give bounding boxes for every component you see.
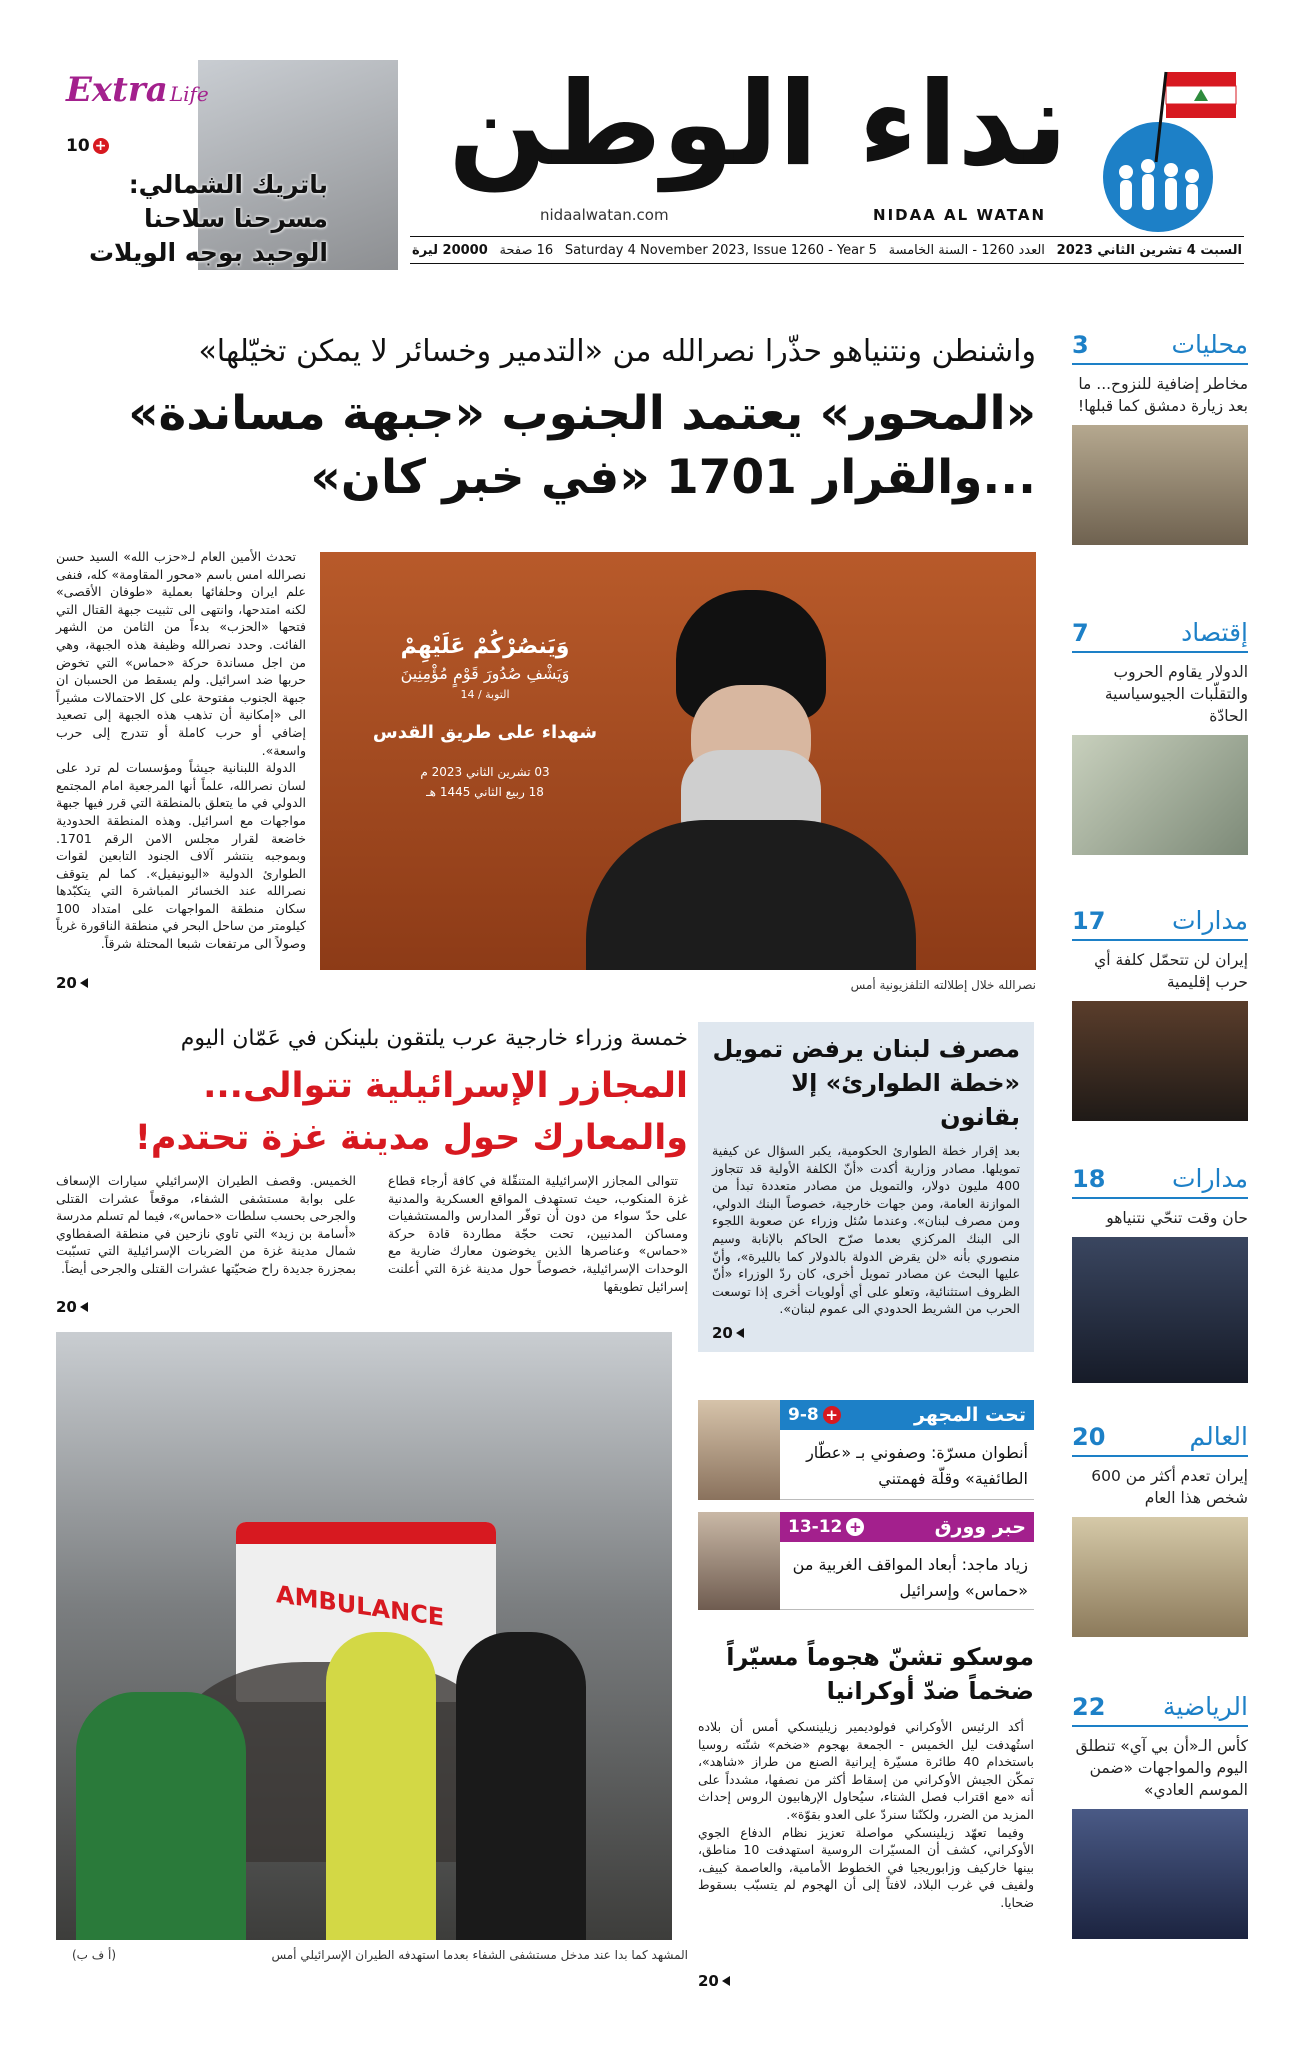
sidebar-photo (1072, 1237, 1248, 1383)
masthead-website[interactable]: nidaalwatan.com (540, 206, 669, 224)
section-page: 22 (1072, 1693, 1106, 1721)
masthead-latin-name: NIDAA AL WATAN (873, 206, 1046, 224)
masthead (0, 0, 1304, 280)
sidebar-photo (1072, 1517, 1248, 1637)
arrow-icon (80, 1302, 88, 1312)
page-count: 16 صفحة (499, 242, 554, 258)
screen-text: وَيَنصُرْكُمْ عَلَيْهِمْ وَيَشْفِ صُدُورَ قَوْمٍ مُؤْمِنِينَ التوبة / 14 شهداء على طريق القدس 03 تشرين الثاني 2023 م 18 ربيع الثاني 1445 هـ (372, 634, 598, 799)
sidebar-headline: حان وقت تنحّي نتنياهو (1106, 1209, 1248, 1227)
moscow-story[interactable] (698, 1640, 1034, 1990)
section-label: مدارات (1171, 1164, 1248, 1193)
lead-story[interactable] (56, 330, 1036, 1000)
tahtal-label: تحت المجهر (914, 1404, 1026, 1426)
hibr-label-bar (780, 1512, 1034, 1542)
moscow-headline: موسكو تشنّ هجوماً مسيّراً ضخماً ضدّ أوكرانيا (726, 1643, 1034, 1705)
section-label: محليات (1171, 330, 1248, 359)
moscow-page-ref[interactable]: 20 (698, 1972, 730, 1990)
bank-headline: مصرف لبنان يرفض تمويل «خطة الطوارئ» إلا بقانون (712, 1035, 1020, 1131)
section-label: العالم (1189, 1422, 1248, 1451)
ambulance: AMBULANCE (236, 1522, 496, 1702)
section-page: 18 (1072, 1165, 1106, 1193)
sidebar-item-madarat-2[interactable] (1072, 1164, 1248, 1383)
section-page: 7 (1072, 619, 1089, 647)
gaza-headline: المجازر الإسرائيلية تتوالى... والمعارك حول مدينة غزة تحتدم! (134, 1066, 688, 1158)
gaza-story[interactable] (56, 1022, 688, 1982)
lead-kicker: واشنطن ونتنياهو حذّرا نصرالله من «التدمير وخسائر لا يمكن تخيّلها» (198, 334, 1036, 369)
section-page: 3 (1072, 331, 1089, 359)
gaza-photo (56, 1332, 672, 1940)
plus-icon: + (823, 1406, 841, 1424)
extra-brand: Extra Life (66, 70, 209, 110)
hibr-photo (698, 1512, 780, 1610)
arrow-icon (80, 978, 88, 988)
section-page: 17 (1072, 907, 1106, 935)
gaza-kicker: خمسة وزراء خارجية عرب يلتقون بلينكن في عَمّان اليوم (180, 1026, 688, 1051)
masthead-title: نداء الوطن (448, 57, 1068, 192)
tahtal-box[interactable] (698, 1400, 1034, 1500)
sidebar-headline: كأس الـ«أن بي آي» تنطلق اليوم والمواجهات «ضمن الموسم العادي» (1075, 1737, 1248, 1799)
sidebar-headline: الدولار يقاوم الحروب والتقلّبات الجيوسياسية الحادّة (1104, 663, 1248, 725)
price: 20000 ليرة (412, 242, 488, 258)
sidebar-item-local[interactable] (1072, 330, 1248, 545)
date-line: السبت 4 تشرين الثاني 2023 (1056, 242, 1242, 258)
sidebar-item-madarat-1[interactable] (1072, 906, 1248, 1121)
moscow-paragraph: أكد الرئيس الأوكراني فولوديمير زيلينسكي أمس أن بلاده استُهدفت ليل الخميس - الجمعة بهجوم «ضخم» شنّته روسيا باستخدام 40 طائرة مسيّرة إيرانية الصنع من طراز «شاهد»، تمكّن الجيش الأوكراني من إسقاط أكثر من نصفها، مشدداً على أنه «مع اقتراب فصل الشتاء، سيُحاول الإرهابيون الروس إحداث المزيد من الضرر، ولكنّنا سنردّ على العدو بقوّة». (698, 1719, 1034, 1822)
plus-icon: + (846, 1518, 864, 1536)
sidebar (1072, 330, 1248, 1990)
sidebar-headline: إيران تعدم أكثر من 600 شخص هذا العام (1091, 1467, 1248, 1507)
rescuer-figure (326, 1632, 436, 1940)
gaza-col-2: الخميس. وقصف الطيران الإسرائيلي سيارات الإسعاف على بوابة مستشفى الشفاء، موقعاً عشرات القتلى والجرحى بحسب سلطات «حماس»، فيما لم تسلم مدرسة «أسامة بن زيد» التي تاوي نازحين في منطقة الصفطاوي شمال مدينة غزة من الضربات الإسرائيلية التي تسبّبت بمجزرة جديدة راح ضحيّتها عشرات القتلى والجرحى أيضاً. (56, 1173, 356, 1276)
bank-story[interactable] (698, 1022, 1034, 1352)
sidebar-photo (1072, 735, 1248, 855)
issue-ar: العدد 1260 - السنة الخامسة (888, 242, 1045, 258)
hibr-label: حبر وورق (934, 1516, 1026, 1538)
lead-paragraph: تحدث الأمين العام لـ«حزب الله» السيد حسن نصرالله امس باسم «محور المقاومة» كله، فنفى علم ايران وحلفائها بعملية «طوفان الأقصى» لكنه امتدحها، وانتهى الى تثبيت جبهة القتال التي فتحها «الحزب» بدءاً من الثامن من الشهر الفائت. وحدد نصرالله وظيفة هذه الجبهة، وهي من اجل مساندة حركة «حماس» التي تخوض حربها ضد اسرائيل. ولم يسقط من الحسبان ان جبهة الجنوب مفتوحة على كل الاحتمالات مشيراً الى «إمكانية أن تذهب هذه الجبهة إلى تصعيد إضافي أو حرب كاملة أو تتدرج إلى حرب واسعة». (56, 549, 306, 758)
gaza-photo-caption: المشهد كما بدا عند مدخل مستشفى الشفاء بعدما استهدفه الطيران الإسرائيلي أمس (أ ف ب) (72, 1948, 688, 1962)
tahtal-pages: 9-8 + (788, 1405, 841, 1425)
tahtal-label-bar (780, 1400, 1034, 1430)
lead-photo-caption: نصرالله خلال إطلالته التلفزيونية أمس (850, 978, 1036, 992)
lead-body (56, 548, 306, 953)
lead-page-ref[interactable]: 20 (56, 974, 88, 992)
lead-paragraph: الدولة اللبنانية جيشاً ومؤسسات لم ترد على لسان نصرالله، علماً أنها المرجعية امام المجتمع الدولي في ما يتعلق بالمنطقة التي قرر فيها جبهة مواجهات مع اسرائيل. وهذه المنطقة الحدودية خاضعة لقرار مجلس الامن الرقم 1701. وبموجبه ينتشر آلاف الجنود التابعين لقوات الطوارئ الدولية «اليونيفيل». كما لم يتوقف نصرالله عند الخسائر المباشرة التي يتكبّدها سكان منطقة المواجهات على امتداد 100 كيلومتر من ساحل البحر في منطقة الناقورة غرباً وصولاً الى مرتفعات شبعا المحتلة شرقاً. (56, 760, 306, 952)
section-page: 20 (1072, 1423, 1106, 1451)
paramedic-figure (76, 1692, 246, 1940)
sidebar-headline: مخاطر إضافية للنزوح... ما بعد زيارة دمشق كما قبلها! (1077, 375, 1248, 415)
arrow-icon (722, 1976, 730, 1986)
bank-body: بعد إقرار خطة الطوارئ الحكومية، يكبر السؤال عن كيفية تمويلها. مصادر وزارية أكدت «أنّ الكلفة الأولية قد تتجاوز 400 مليون دولار، والتمويل من مصادر متعددة تبدأ من الموازنة العامة، ومن جهات خارجية، خصوصاً البنك الدولي، ومن مصرف لبنان». وعندما سُئل وزراء عن صعوبة اللجوء الى البنك المركزي بعدما صرّح الحاكم بالإنابة وسيم منصوري بأنه «لن يقرض الدولة بالدولار كما بالليرة»، وأنّ عليها البحث عن مصادر تمويل أخرى، كان ردّ الوزراء «أنّ الظروف استثنائية، وتعلو على أي أولويات أخرى إذا توسعت الحرب من الشريط الحدودي الى عموم لبنان». (712, 1143, 1020, 1317)
issue-en: Saturday 4 November 2023, Issue 1260 - Year 5 (564, 242, 877, 258)
sidebar-item-world[interactable] (1072, 1422, 1248, 1637)
logo-flag-emblem (1096, 62, 1246, 232)
sidebar-photo (1072, 1001, 1248, 1121)
sidebar-headline: إيران لن تتحمّل كلفة أي حرب إقليمية (1094, 951, 1248, 991)
section-label: مدارات (1171, 906, 1248, 935)
lead-photo (320, 552, 1036, 970)
arrow-icon (736, 1328, 744, 1338)
extra-page-ref: 10 + (66, 136, 109, 156)
lead-headline: «المحور» يعتمد الجنوب «جبهة مساندة» ...والقرار 1701 «في خبر كان» (128, 386, 1036, 505)
bank-page-ref[interactable]: 20 (712, 1324, 744, 1342)
gaza-col-1: تتوالى المجازر الإسرائيلية المتنقّلة في كافة أرجاء قطاع غزة المنكوب، حيث تستهدف المواقع العسكرية والمدنية على حدّ سواء من دون أن توفّر المدارس والمستشفيات ومساكن المدنيين، تحت حجّة مطاردة قادة حركة «حماس» وعناصرها الذين يخوضون معارك ضارية مع الوحدات الإسرائيلية، خصوصاً حول مدينة غزة التي أعلنت إسرائيل تطويقها (388, 1173, 688, 1294)
speaker-figure (586, 590, 916, 970)
plus-icon: + (93, 138, 109, 154)
sidebar-item-economy[interactable] (1072, 618, 1248, 855)
date-bar (410, 236, 1244, 264)
hibr-box[interactable] (698, 1512, 1034, 1610)
tahtal-text: أنطوان مسرّة: وصفوني بـ «عطّار الطائفية» وقلّة فهمتني (806, 1443, 1028, 1488)
extra-headline: باتريك الشمالي: مسرحنا سلاحنا الوحيد بوجه الويلات (88, 170, 328, 267)
sidebar-photo (1072, 1809, 1248, 1939)
section-label: إقتصاد (1181, 618, 1248, 647)
sidebar-item-sports[interactable] (1072, 1692, 1248, 1939)
hibr-pages: 13-12 + (788, 1517, 864, 1537)
hibr-text: زياد ماجد: أبعاد المواقف الغربية من «حماس» وإسرائيل (792, 1555, 1028, 1600)
sidebar-photo (1072, 425, 1248, 545)
gaza-page-ref[interactable]: 20 (56, 1298, 88, 1316)
extra-life-box[interactable] (58, 60, 398, 270)
tahtal-photo (698, 1400, 780, 1500)
section-label: الرياضية (1162, 1692, 1248, 1721)
moscow-paragraph: وفيما تعهّد زيلينسكي مواصلة تعزيز نظام الدفاع الجوي الأوكراني، كشف أن المسيّرات الروسية استهدفت 10 مناطق، بينها خاركيف وزابوريجيا في الخطوط الأمامية، والعاصمة كييف، ولفيف في غرب البلاد، لافتاً إلى أن الهجوم لم يتسبّب بسقوط ضحايا. (698, 1824, 1034, 1910)
moscow-body (698, 1718, 1034, 1912)
